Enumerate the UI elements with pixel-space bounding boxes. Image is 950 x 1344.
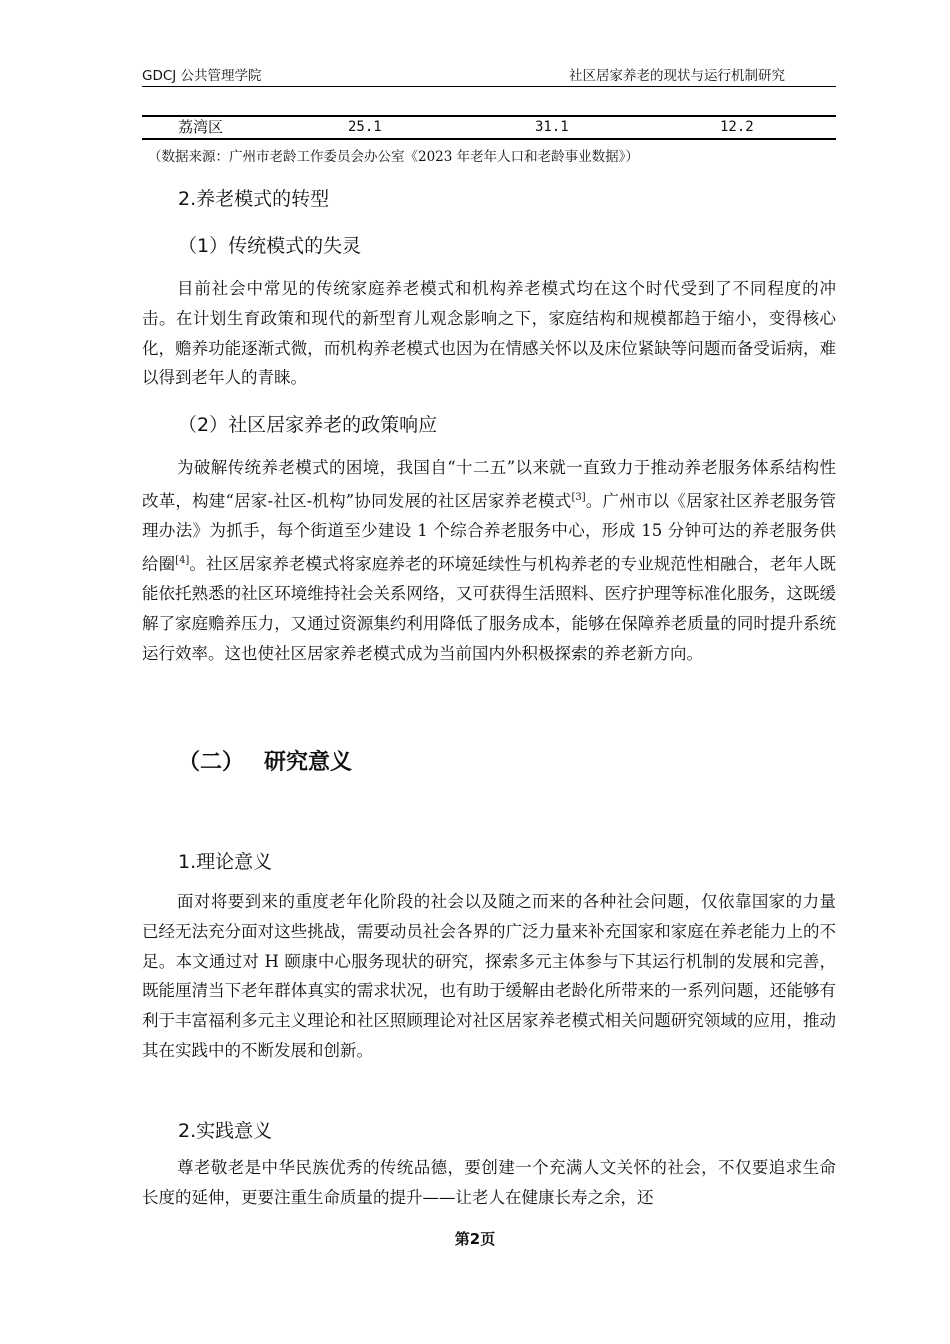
section-heading-theory: 1.理论意义 bbox=[178, 851, 273, 873]
section-heading-practice: 2.实践意义 bbox=[178, 1120, 273, 1142]
paragraph-theory: 面对将要到来的重度老年化阶段的社会以及随之而来的各种社会问题，仅依靠国家的力量已经无法充分面对这些挑战，需要动员社会各界的广泛力量来补充国家和家庭在养老能力上的不足。本文通过对 H 颐康中心服务现状的研究，探索多元主体参与下其运行机制的发展和完善，既能厘清当下老年群体真实的需求状况，也有助于缓解由老龄化所带来的一系列问题，还能够有利于丰富福利多元主义理论和社区照顾理论对社区居家养老模式相关问题研究领域的应用，推动其在实践中的不断发展和创新。 bbox=[142, 892, 836, 1060]
running-header-right: 社区居家养老的现状与运行机制研究 bbox=[569, 68, 785, 84]
table-cell-col2: 31.1 bbox=[535, 119, 569, 135]
citation-ref-3[interactable]: [3] bbox=[571, 491, 586, 503]
paragraph-policy-part2: 。广州市以《居家社区养老服务管理办法》为抓手，每个街道至少建设 1 个综合养老服务中心，形成 15 分钟可达的养老服务供给圈 bbox=[142, 491, 837, 574]
paragraph-practice: 尊老敬老是中华民族优秀的传统品德，要创建一个充满人文关怀的社会，不仅要追求生命长度的延伸，更要注重生命质量的提升——让老人在健康长寿之余，还 bbox=[142, 1158, 836, 1207]
paragraph-policy-part1: 为破解传统养老模式的困境，我国自“十二五”以来就一直致力于推动养老服务体系结构性改革，构建“居家-社区-机构”协同发展的社区居家养老模式 bbox=[142, 458, 836, 511]
table-rule-bottom bbox=[142, 138, 836, 140]
data-source-note: （数据来源：广州市老龄工作委员会办公室《2023 年老年人口和老龄事业数据》） bbox=[148, 149, 639, 165]
table-cell-col1: 25.1 bbox=[348, 119, 382, 135]
chapter-heading-significance bbox=[178, 748, 352, 778]
chapter-title: 研究意义 bbox=[264, 750, 353, 775]
section-heading-transformation: 2.养老模式的转型 bbox=[178, 188, 330, 210]
subsection-heading-policy: （2）社区居家养老的政策响应 bbox=[178, 414, 438, 436]
paragraph-policy bbox=[142, 453, 836, 669]
chapter-number: （二） bbox=[178, 750, 245, 775]
table-cell-district: 荔湾区 bbox=[178, 118, 224, 136]
header-divider bbox=[142, 86, 836, 87]
paragraph-traditional: 目前社会中常见的传统家庭养老模式和机构养老模式均在这个时代受到了不同程度的冲击。在计划生育政策和现代的新型育儿观念影响之下，家庭结构和规模都趋于缩小，变得核心化，赡养功能逐渐式微，而机构养老模式也因为在情感关怀以及床位紧缺等问题而备受诟病，难以得到老年人的青睐。 bbox=[142, 279, 836, 388]
running-header-left: GDCJ 公共管理学院 bbox=[142, 68, 262, 84]
paragraph-policy-part3: 。社区居家养老模式将家庭养老的环境延续性与机构养老的专业规范性相融合，老年人既能依托熟悉的社区环境维持社会关系网络，又可获得生活照料、医疗护理等标准化服务，这既缓解了家庭赡养压力，又通过资源集约利用降低了服务成本，能够在保障养老质量的同时提升系统运行效率。这也使社区居家养老模式成为当前国内外积极探索的养老新方向。 bbox=[142, 554, 837, 663]
page-number: 第2页 bbox=[454, 1230, 496, 1248]
citation-ref-4[interactable]: [4] bbox=[175, 554, 190, 566]
subsection-heading-traditional: （1）传统模式的失灵 bbox=[178, 235, 362, 257]
table-cell-col3: 12.2 bbox=[720, 119, 754, 135]
